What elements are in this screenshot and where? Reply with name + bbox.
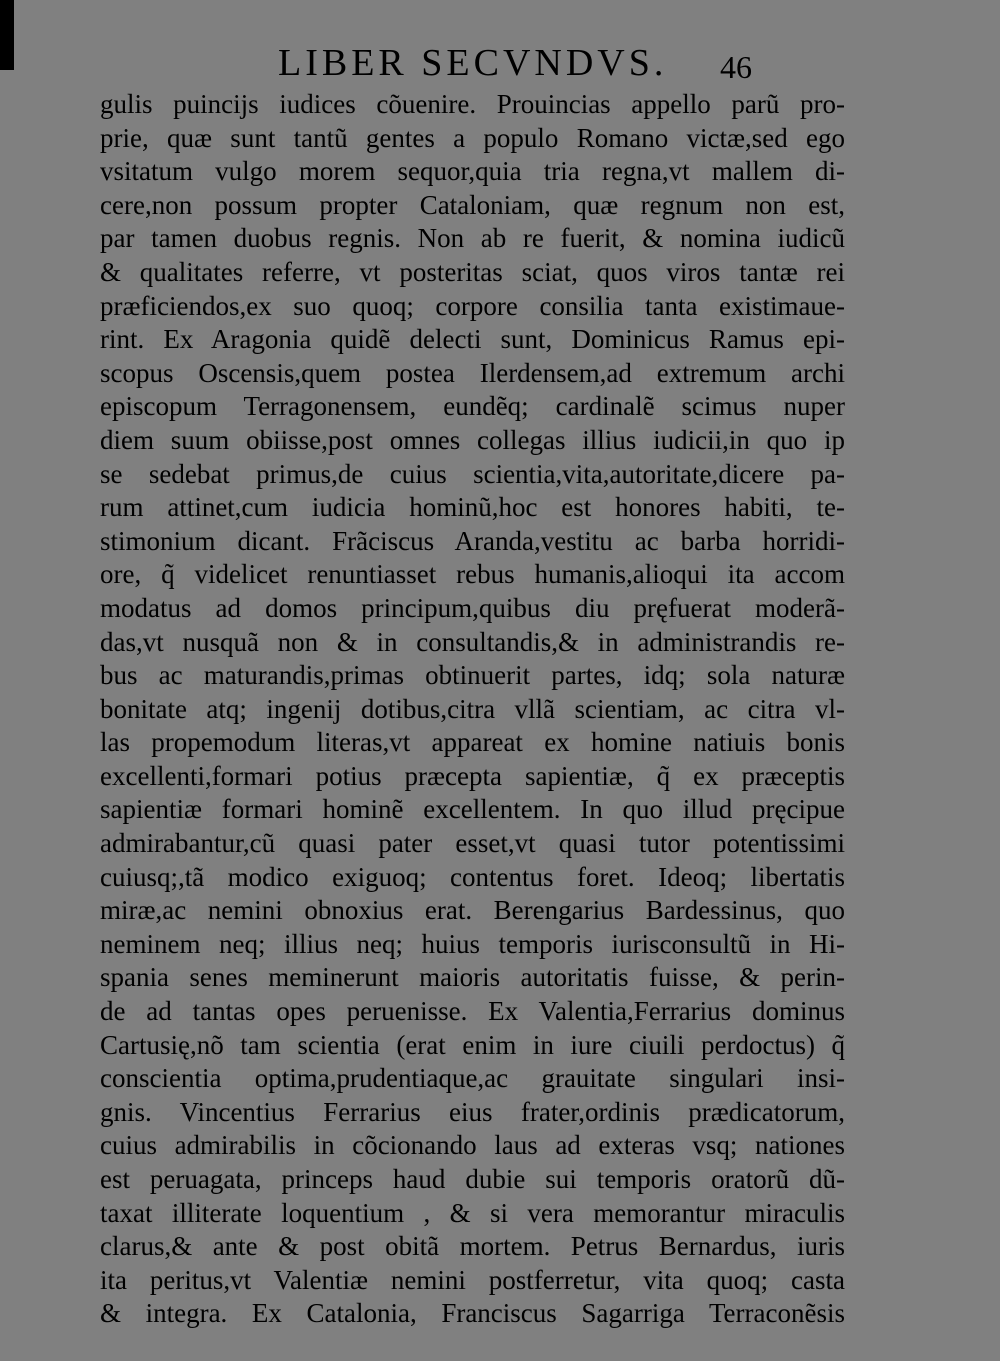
text-line: gulis puincijs iudices cõuenire. Prouincias appello parũ pro- (100, 89, 845, 119)
text-line: de ad tantas opes peruenisse. Ex Valentia,Ferrarius dominus (100, 996, 845, 1027)
text-line: prie, quæ sunt tantũ gentes a populo Romano victæ,sed ego (100, 122, 845, 153)
text-line: se sedebat primus,de cuius scientia,vita,autoritate,dicere pa- (100, 458, 845, 489)
text-line: excellenti,formari potius præcepta sapientiæ, q̃ ex præceptis (100, 760, 845, 791)
text-line: episcopum Terragonensem, eundẽq; cardinalẽ scimus nuper (100, 391, 845, 422)
text-line: & integra. Ex Catalonia, Franciscus Sagarriga Terraconẽsis (100, 1298, 845, 1329)
text-line: est peruagata, princeps haud dubie sui temporis oratorũ dũ- (100, 1164, 845, 1194)
text-line: & qualitates referre, vt posteritas sciat, quos viros tantæ rei (100, 256, 845, 287)
text-line: cuiusq;,tã modico exiguoq; contentus foret. Ideoq; libertatis (100, 861, 845, 892)
text-line: rum attinet,cum iudicia hominũ,hoc est honores habiti, te- (100, 492, 845, 523)
text-line: neminem neq; illius neq; huius temporis iurisconsultũ in Hi- (100, 928, 845, 959)
page-number: 46 (720, 49, 752, 85)
text-line: diem suum obiisse,post omnes collegas illius iudicii,in quo ip (100, 424, 845, 455)
text-line: das,vt nusquã non & in consultandis,& in administrandis re- (100, 626, 845, 657)
text-line: Cartusię,nõ tam scientia (erat enim in iure ciuili perdoctus) q̃ (100, 1029, 845, 1060)
text-line: ita peritus,vt Valentiæ nemini postferretur, vita quoq; casta (100, 1264, 845, 1295)
text-line: par tamen duobus regnis. Non ab re fuerit, & nomina iudicũ (100, 223, 845, 254)
text-line: ore, q̃ videlicet renuntiasset rebus humanis,alioqui ita accom (100, 559, 845, 590)
text-line: clarus,& ante & post obitã mortem. Petrus Bernardus, iuris (100, 1231, 845, 1262)
text-line: cuius admirabilis in cõcionando laus ad exteras vsq; nationes (100, 1130, 845, 1161)
text-line: modatus ad domos principum,quibus diu pręfuerat moderã- (100, 592, 845, 623)
text-line: vsitatum vulgo morem sequor,quia tria regna,vt mallem di- (100, 156, 845, 187)
text-line: conscientia optima,prudentiaque,ac grauitate singulari insi- (100, 1063, 845, 1094)
text-line: spania senes meminerunt maioris autoritatis fuisse, & perin- (100, 962, 845, 993)
text-line: præficiendos,ex suo quoq; corpore consilia tanta existimaue- (100, 290, 845, 321)
text-line: admirabantur,cũ quasi pater esset,vt quasi tutor potentissimi (100, 828, 845, 859)
text-line: scopus Oscensis,quem postea Ilerdensem,ad extremum archi (100, 357, 845, 388)
text-line: cere,non possum propter Cataloniam, quæ regnum non est, (100, 189, 845, 220)
text-line: bus ac maturandis,primas obtinuerit partes, idq; sola naturæ (100, 660, 845, 691)
text-line: rint. Ex Aragonia quidẽ delecti sunt, Dominicus Ramus epi- (100, 324, 845, 355)
text-line: miræ,ac nemini obnoxius erat. Berengarius Bardessinus, quo (100, 895, 845, 926)
text-line: gnis. Vincentius Ferrarius eius frater,ordinis prædicatorum, (100, 1096, 845, 1127)
page-header (0, 34, 1000, 94)
text-line: las propemodum literas,vt appareat ex homine natiuis bonis (100, 727, 845, 758)
text-line: bonitate atq; ingenij dotibus,citra vllã scientiam, ac citra vl- (100, 693, 845, 724)
text-line: stimonium dicant. Frãciscus Aranda,vestitu ac barba horridi- (100, 525, 845, 556)
body-text (100, 88, 845, 1331)
text-line: taxat illiterate loquentium , & si vera memorantur miraculis (100, 1197, 845, 1228)
text-line: sapientiæ formari hominẽ excellentem. In quo illud pręcipue (100, 794, 845, 825)
running-title: LIBER SECVNDVS. (278, 42, 668, 84)
